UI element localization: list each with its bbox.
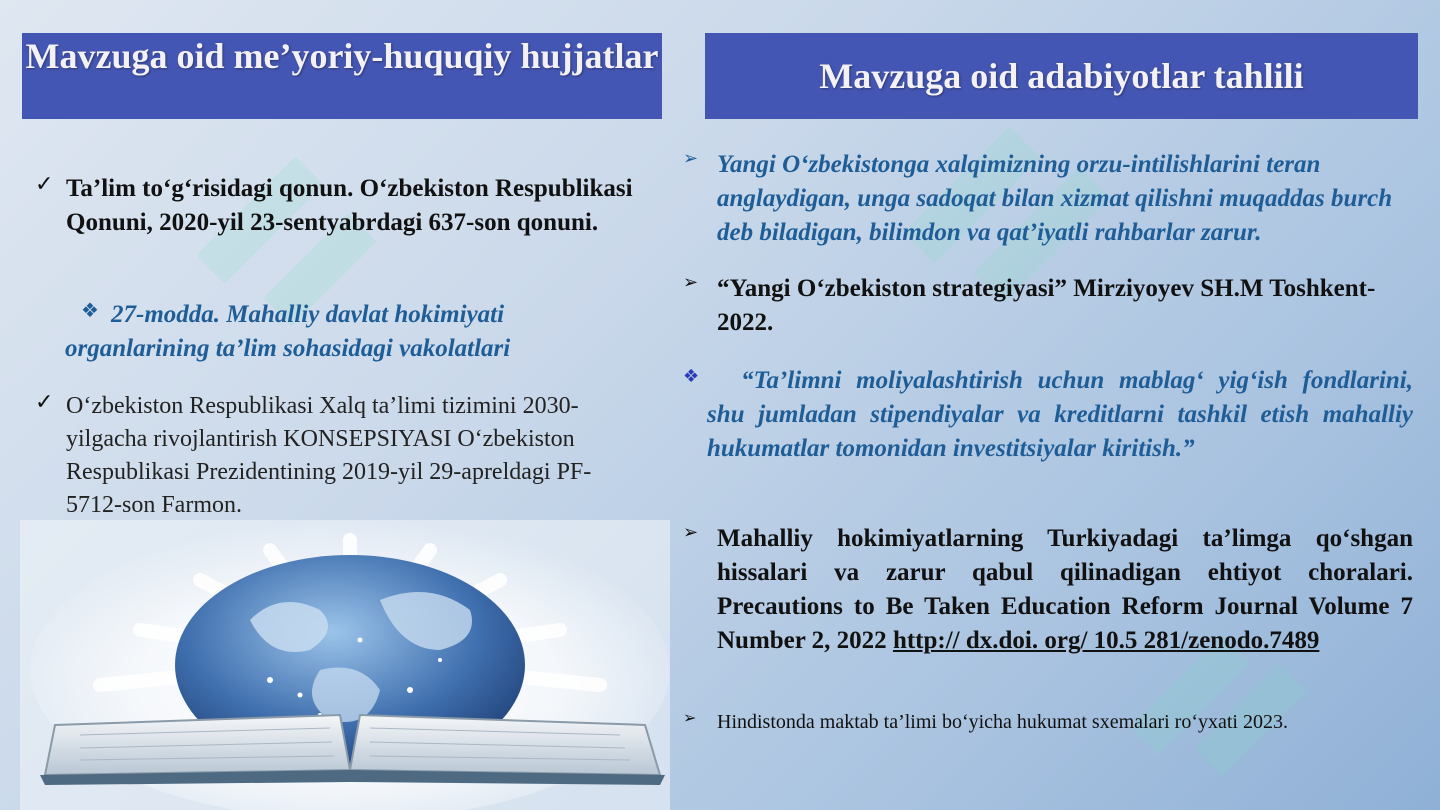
left-title: Mavzuga oid me’yoriy-huquqiy hujjatlar — [25, 36, 659, 76]
arrow-bullet-icon: ➢ — [683, 708, 697, 727]
arrow-bullet-icon: ➢ — [683, 148, 699, 169]
literature-item-india — [683, 708, 1423, 736]
list-item-text: “Ta’limni moliyalashtirish uchun mablag‘ yig‘ish fondlarini, shu jumladan stipendiyalar va kreditlarni tashkil etish mahalliy hukumatlar tomonidan investitsiyalar kiritish.” — [707, 367, 1413, 462]
list-item-text: Ta’lim to‘g‘risidagi qonun. O‘zbekiston Respublikasi Qonuni, 2020-yil 23-sentyabrdagi 637-son qonuni. — [66, 175, 633, 236]
globe-book-illustration — [20, 520, 670, 810]
list-item-text: Mahalliy hokimiyatlarning Turkiyadagi ta’limga qo‘shgan hissalari va zarur qabul qilinadigan ehtiyot choralari. Precautions to Be Taken Education Reform Journal Volume 7 Number 2, 2022 http:// dx.doi. org/ 10.5 281/zenodo.7489 — [717, 525, 1413, 654]
left-title-banner — [22, 33, 662, 119]
list-item-text: Hindistonda maktab ta’limi bo‘yicha hukumat sxemalari ro‘yxati 2023. — [717, 711, 1288, 733]
diamond-bullet-icon: ❖ — [683, 366, 700, 387]
arrow-bullet-icon: ➢ — [683, 272, 699, 293]
law-item-concept — [35, 390, 635, 522]
right-title-banner — [705, 33, 1418, 119]
literature-item-turkey — [683, 522, 1413, 658]
literature-item-funding-quote — [683, 364, 1413, 466]
law-subitem-article27 — [65, 298, 585, 366]
right-title: Mavzuga oid adabiyotlar tahlili — [819, 56, 1304, 96]
law-item-education — [35, 172, 635, 240]
list-item-text: O‘zbekiston Respublikasi Xalq ta’limi tizimini 2030-yilgacha rivojlantirish KONSEPSIYASI O‘zbekiston Respublikasi Prezidentining 2019-yil 29-apreldagi PF-5712-son Farmon. — [66, 393, 592, 518]
list-item-text: “Yangi O‘zbekiston strategiyasi” Mirziyoyev SH.M Toshkent-2022. — [717, 275, 1376, 336]
literature-item-quote — [683, 148, 1413, 250]
doi-link[interactable]: http:// dx.doi. org/ 10.5 281/zenodo.7489 — [892, 627, 1320, 654]
diamond-bullet-icon: ❖ — [81, 298, 99, 322]
list-item-text: 27-modda. Mahalliy davlat hokimiyati organlarining ta’lim sohasidagi vakolatlari — [65, 301, 511, 362]
checkmark-icon: ✓ — [35, 390, 54, 415]
checkmark-icon: ✓ — [35, 172, 54, 197]
arrow-bullet-icon: ➢ — [683, 522, 699, 543]
literature-item-strategy — [683, 272, 1413, 340]
list-item-text: Yangi O‘zbekistonga xalqimizning orzu-intilishlarini teran anglaydigan, unga sadoqat bilan xizmat qilishni muqaddas burch deb biladigan, bilimdon va qat’iyatli rahbarlar zarur. — [717, 151, 1393, 246]
